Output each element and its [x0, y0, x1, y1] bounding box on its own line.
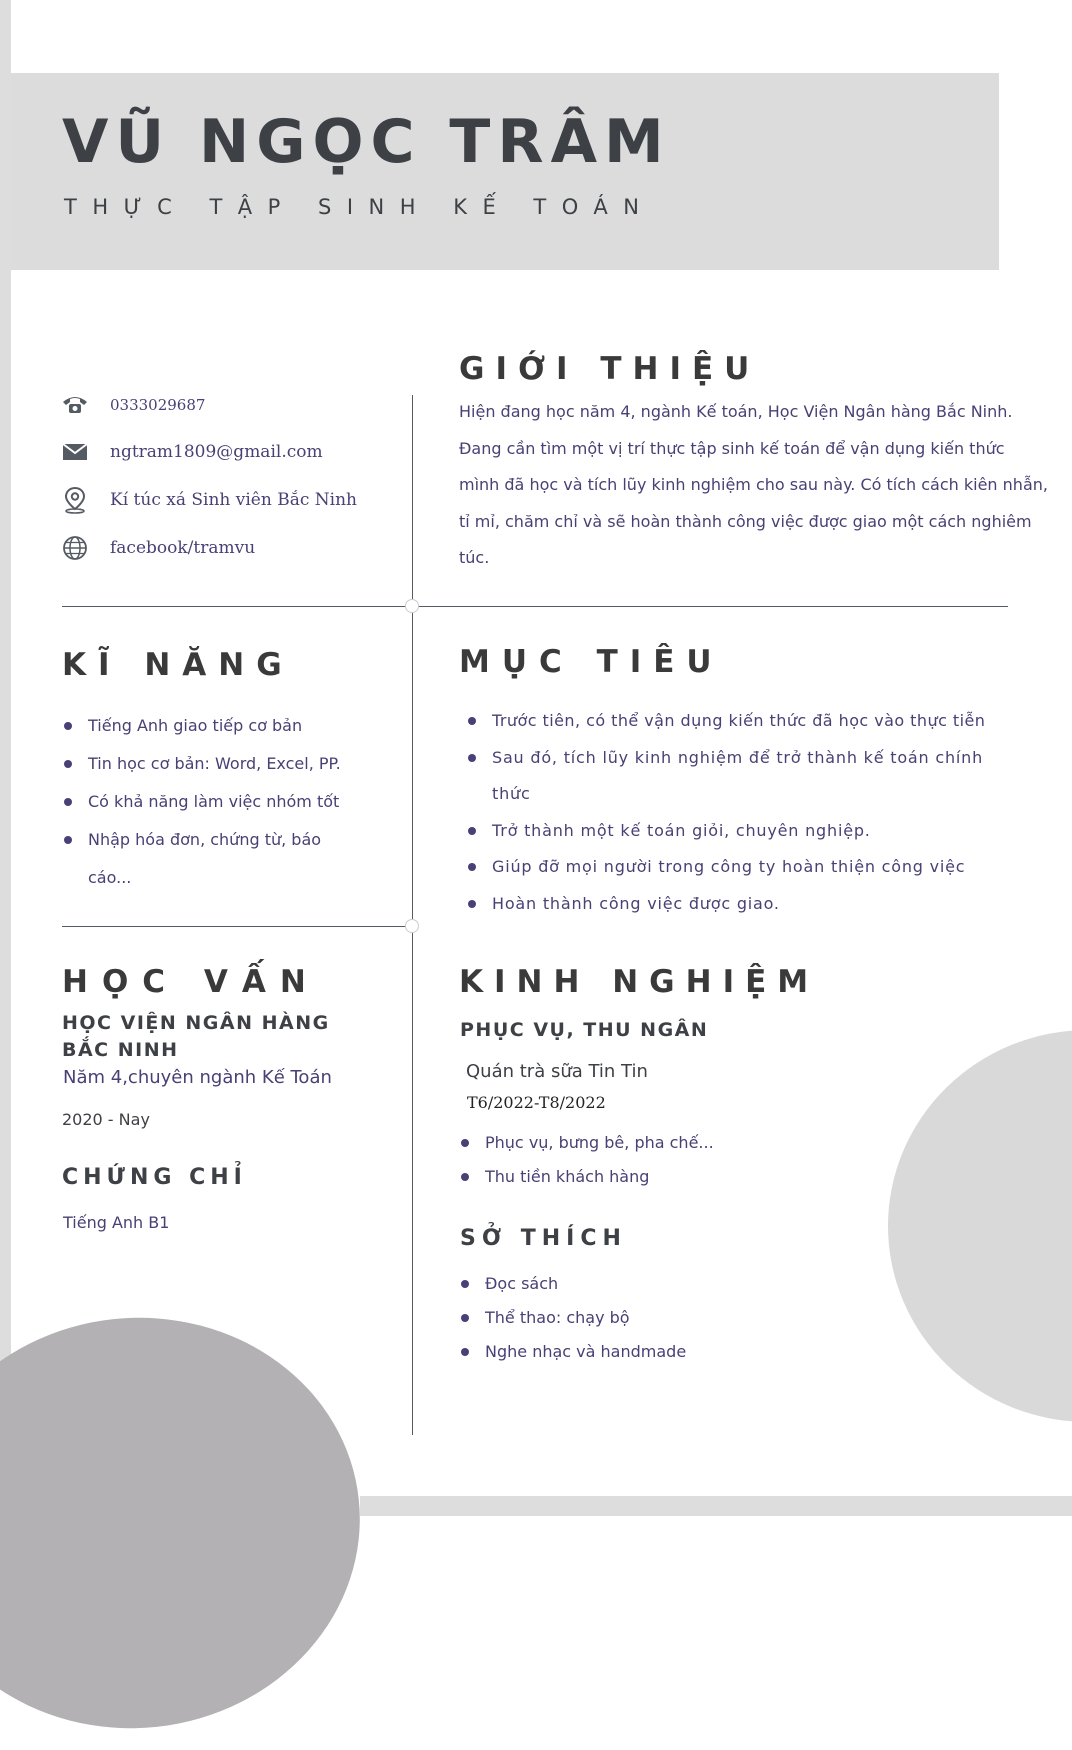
skills-heading: KĨ NĂNG	[62, 647, 294, 683]
contact-phone	[60, 390, 205, 420]
candidate-name: VŨ NGỌC TRÂM	[62, 107, 671, 177]
education-heading: HỌC VẤN	[62, 964, 320, 1000]
vertical-divider	[412, 395, 413, 1435]
skill-item: Nhập hóa đơn, chứng từ, báo cáo...	[62, 821, 362, 897]
goal-item: Giúp đỡ mọi người trong công ty hoàn thiện công việc	[466, 849, 1056, 886]
divider-node-bottom	[405, 919, 419, 933]
contact-address	[60, 485, 357, 515]
experience-duties	[459, 1126, 859, 1194]
phone-icon	[60, 390, 90, 420]
goal-item: Trước tiên, có thể vận dụng kiến thức đã học vào thực tiễn	[466, 703, 1056, 740]
decorative-blob-bottom-left	[0, 1296, 380, 1750]
goal-item: Trở thành một kế toán giỏi, chuyên nghiệp.	[466, 813, 1056, 850]
skill-item: Tin học cơ bản: Word, Excel, PP.	[62, 745, 362, 783]
decorative-blob-right	[888, 1030, 1072, 1422]
social-link[interactable]: facebook/tramvu	[110, 538, 256, 558]
mail-icon	[60, 437, 90, 467]
globe-icon	[60, 533, 90, 563]
experience-place: Quán trà sữa Tin Tin	[466, 1061, 648, 1082]
certificate-item: Tiếng Anh B1	[63, 1213, 170, 1232]
phone-number: 0333029687	[110, 396, 206, 414]
email-address: ngtram1809@gmail.com	[110, 442, 323, 462]
address-text: Kí túc xá Sinh viên Bắc Ninh	[110, 490, 357, 510]
hobbies-heading: SỞ THÍCH	[460, 1226, 627, 1251]
experience-period: T6/2022-T8/2022	[467, 1093, 606, 1112]
experience-title: PHỤC VỤ, THU NGÂN	[460, 1019, 709, 1041]
contact-social	[60, 533, 255, 563]
divider-left	[62, 926, 412, 927]
education-major: Năm 4,chuyên ngành Kế Toán	[63, 1067, 332, 1088]
experience-heading: KINH NGHIỆM	[459, 964, 820, 1000]
skill-item: Tiếng Anh giao tiếp cơ bản	[62, 707, 362, 745]
goals-heading: MỤC TIÊU	[459, 644, 724, 680]
education-period: 2020 - Nay	[62, 1110, 150, 1129]
hobbies-list	[459, 1267, 859, 1369]
certificates-heading: CHỨNG CHỈ	[62, 1165, 247, 1190]
skill-item: Có khả năng làm việc nhóm tốt	[62, 783, 362, 821]
divider-node-top	[405, 599, 419, 613]
contact-email	[60, 437, 323, 467]
goal-item: Sau đó, tích lũy kinh nghiệm để trở thành kế toán chính thức	[466, 740, 1056, 813]
goal-item: Hoàn thành công việc được giao.	[466, 886, 1056, 923]
school-name: HỌC VIỆN NGÂN HÀNG BẮC NINH	[62, 1012, 330, 1061]
left-edge-strip	[0, 0, 11, 1516]
bottom-strip	[360, 1496, 1072, 1516]
candidate-role: THỰC TẬP SINH KẾ TOÁN	[64, 195, 655, 219]
hobby-item: Thể thao: chạy bộ	[459, 1301, 859, 1335]
location-pin-icon	[60, 485, 90, 515]
intro-text: Hiện đang học năm 4, ngành Kế toán, Học Viện Ngân hàng Bắc Ninh. Đang cần tìm một vị trí thực tập sinh kế toán để vận dụng kiến thức mình đã học và tích lũy kinh nghiệm cho sau này. Có tích cách kiên nhẫn, tỉ mỉ, chăm chỉ và sẽ hoàn thành công việc được giao một cách nghiêm túc.	[459, 402, 1048, 567]
skills-list	[62, 707, 362, 897]
duty-item: Thu tiền khách hàng	[459, 1160, 859, 1194]
hobby-item: Đọc sách	[459, 1267, 859, 1301]
hobby-item: Nghe nhạc và handmade	[459, 1335, 859, 1369]
intro-heading: GIỚI THIỆU	[459, 351, 761, 387]
duty-item: Phục vụ, bưng bê, pha chế...	[459, 1126, 859, 1160]
goals-list	[466, 703, 1056, 922]
divider-top	[62, 606, 1008, 607]
